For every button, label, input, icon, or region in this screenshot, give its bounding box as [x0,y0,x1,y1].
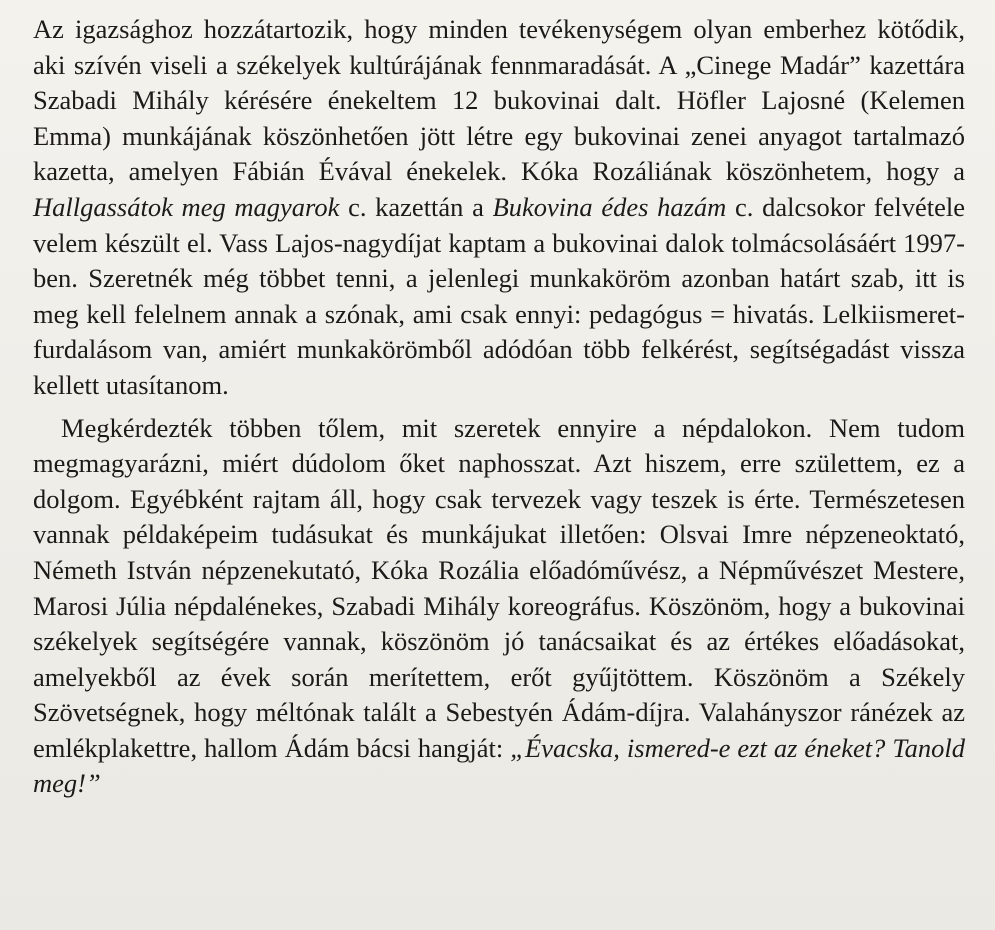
paragraph-1-text-b: c. kazettán a [339,191,493,222]
paragraph-1-text-a: Az igazsághoz hozzátartozik, hogy minden tevékenységem olyan emberhez kötődik, aki szívén viseli a székelyek kultúrájának fennmaradását. A „Cinege Madár” kazettára Szabadi Mihály kérésére énekeltem 12 bukovinai dalt. Höfler Lajosné (Kelemen Emma) munkájának köszönhetően jött létre egy bukovinai zenei anyagot tartalmazó kazetta, amelyen Fábián Évával énekelek. Kóka Rozáliának köszönhetem, hogy a [33,14,965,187]
song-medley-title: Bukovina édes hazám [492,191,727,222]
quoted-speech: „Évacska, ismered-e ezt az éneket? Tanold meg!” [33,732,966,799]
paragraph-2 [33,411,965,803]
paragraph-1-text-c: c. dalcsokor felvétele velem készült el. Vass Lajos-nagydíjat kaptam a bukovinai dalok tolmácsolásáért 1997-ben. Szeretnék még többet tenni, a jelenlegi munkaköröm azonban határt szab, itt is meg kell felelnem annak a szónak, ami csak ennyi: pedagógus = hivatás. Lelkiismeret-furdalásom van, amiért munkakörömből adódóan több felkérést, segítségadást vissza kellett utasítanom. [33,191,965,400]
cassette-title-hallgassatok: Hallgassátok meg magyarok [33,191,340,222]
paragraph-2-text-a: Megkérdezték többen tőlem, mit szeretek ennyire a népdalokon. Nem tudom megmagyarázni, miért dúdolom őket naphosszat. Azt hiszem, erre születtem, ez a dolgom. Egyébként rajtam áll, hogy csak tervezek vagy teszek is érte. Természetesen vannak példaképeim tudásukat és munkájukat illetően: Olsvai Imre népzeneoktató, Németh István népzenekutató, Kóka Rozália előadóművész, a Népművészet Mestere, Marosi Júlia népdalénekes, Szabadi Mihály koreográfus. Köszönöm, hogy a bukovinai székelyek segítségére vannak, köszönöm jó tanácsaikat és az értékes előadásokat, amelyekből az évek során merítettem, erőt gyűjtöttem. Köszönöm a Székely Szövetségnek, hogy méltónak talált a Sebestyén Ádám-díjra. Valahányszor ránézek az emlékplakettre, hallom Ádám bácsi hangját: [33,412,965,763]
paragraph-1 [33,12,965,404]
